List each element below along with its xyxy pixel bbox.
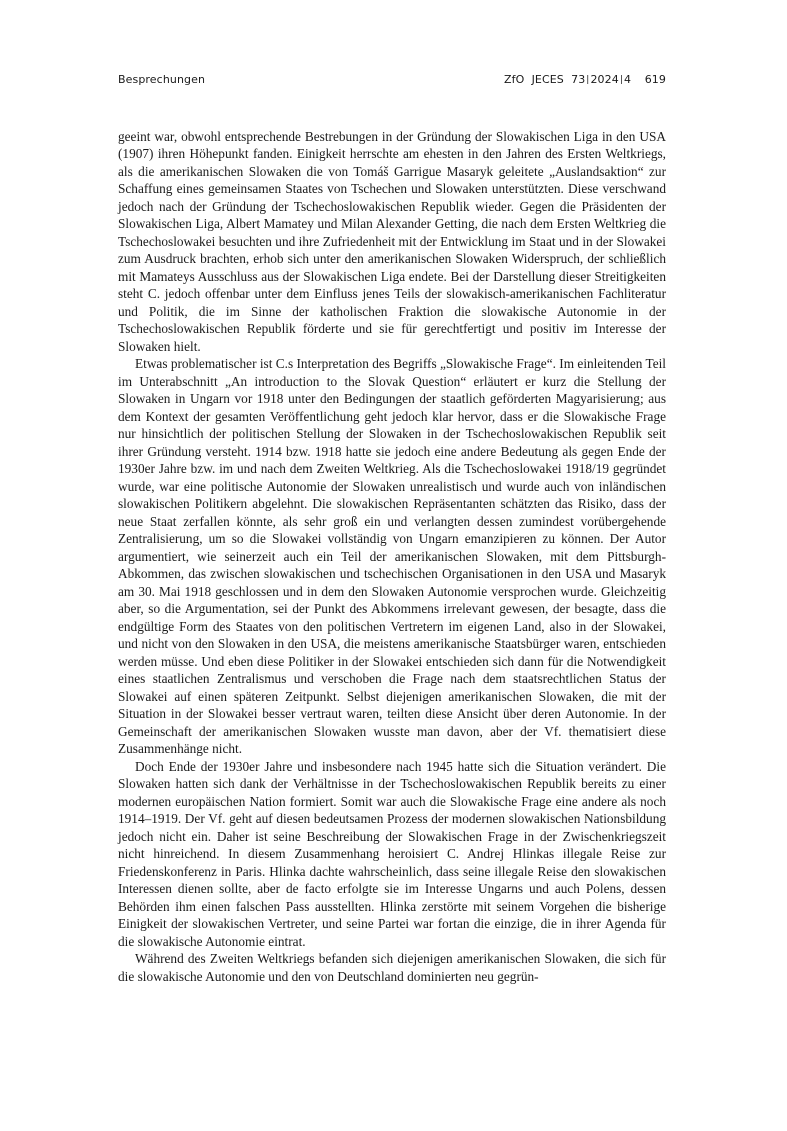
journal-issue: 4 bbox=[623, 73, 632, 86]
running-head bbox=[118, 73, 666, 91]
paragraph-3: Doch Ende der 1930er Jahre und insbesondere nach 1945 hatte sich die Situation verändert. Die Slowaken hatten sich dank der Verhältnisse in der Tschechoslowakischen Republik bereits zu einer modernen europäischen Nation formiert. Somit war auch die Slowakische Frage eine andere als noch 1914–1919. Der Vf. geht auf diesen bedeutsamen Prozess der modernen slowakischen Nationsbildung jedoch nicht ein. Daher ist seine Beschreibung der Slowakischen Frage in der Zwischenkriegszeit nicht hinreichend. In diesem Zusammenhang heroisiert C. Andrej Hlinkas illegale Reise zur Friedenskonferenz in Paris. Hlinka dachte wahrscheinlich, dass seine illegale Reise den slowakischen Interessen dienen sollte, aber de facto erfolgte sie im Interesse Ungarns und auch Polens, dessen Behörden ihm einen falschen Pass ausstellten. Hlinka zerstörte mit seinem Vorgehen die bisherige Einigkeit der slowakischen Vertreter, und seine Partei war fortan die einzige, die in ihrer Agenda für die slowakische Autonomie eintrat. bbox=[118, 758, 666, 949]
paragraph-1: geeint war, obwohl entsprechende Bestrebungen in der Gründung der Slowakischen Liga in den USA (1907) ihren Höhepunkt fanden. Einigkeit herrschte am ehesten in den Jahren des Ersten Weltkriegs, als die amerikanischen Slowaken die von Tomáš Garrigue Masaryk geleitete „Auslandsaktion“ zur Schaffung eines gemeinsamen Staates von Tschechen und Slowaken unterstützten. Diese verschwand jedoch nach der Gründung der Tschechoslowakischen Republik wieder. Gegen die Präsidenten der Slowakischen Liga, Albert Mamatey und Milan Alexander Getting, die nach dem Ersten Weltkrieg die Tschechoslowakei besuchten und ihre Zufriedenheit mit der Entwicklung im Staat und in der Slowakei zum Ausdruck brachten, erhob sich unter den amerikanischen Slowaken Widerspruch, der schließlich mit Mamateys Ausschluss aus der Slowakischen Liga endete. Bei der Darstellung dieser Streitigkeiten steht C. jedoch offenbar unter dem Einfluss jenes Teils der slowakisch-amerikanischen Fachliteratur und Politik, die im Sinne der katholischen Fraktion die slowakische Autonomie in der Tschechoslowakischen Republik förderte und sie für gerechtfertigt und positiv im Interesse der Slowaken hielt. bbox=[118, 128, 666, 354]
journal-code: JECES bbox=[531, 73, 564, 86]
body-text bbox=[118, 128, 666, 986]
separator: | bbox=[586, 75, 590, 85]
section-title: Besprechungen bbox=[118, 73, 206, 86]
journal-volume: 73 bbox=[571, 73, 586, 86]
paragraph-2: Etwas problematischer ist C.s Interpretation des Begriffs „Slowakische Frage“. Im einleitenden Teil im Unterabschnitt „An introduction to the Slovak Question“ erläutert er kurz die Stellung der Slowaken in Ungarn vor 1918 unter den Bedingungen der staatlich geförderten Magyarisierung; aus dem Kontext der gesamten Veröffentlichung geht jedoch klar hervor, dass er die Slowakische Frage nur hinsichtlich der politischen Stellung der Slowaken in der Tschechoslowakischen Republik seit ihrer Gründung versteht. 1914 bzw. 1918 hatte sie jedoch eine andere Bedeutung als gegen Ende der 1930er Jahre bzw. im und nach dem Zweiten Weltkrieg. Als die Tschechoslowakei 1918/19 gegründet wurde, war eine politische Autonomie der Slowaken unrealistisch und wurde auch von inländischen slowakischen Politikern abgelehnt. Die slowakischen Repräsentanten schätzten das Risiko, dass der neue Staat zerfallen könnte, als sehr groß ein und verlangten dessen zumindest vorübergehende Zentralisierung, um so die Slowakei vollständig von Ungarn emanzipieren zu können. Der Autor argumentiert, wie seinerzeit auch ein Teil der amerikanischen Slowaken, mit dem Pittsburgh-Abkommen, das zwischen slowakischen und tschechischen Organisationen in den USA und Masaryk am 30. Mai 1918 geschlossen und in dem den Slowaken Autonomie versprochen wurde. Gleichzeitig aber, so die Argumentation, sei der Punkt des Abkommens irrelevant gewesen, der besagte, dass die endgültige Form des Staates von den politischen Vertretern im eigenen Land, also in der Slowakei, und nicht von den Slowaken in den USA, die meistens amerikanische Staatsbürger waren, entschieden werden müsse. Und eben diese Politiker in der Slowakei entschieden sich dann für die Notwendigkeit eines staatlichen Zentralismus und verschoben die Frage nach dem staatsrechtlichen Status der Slowakei auf einen späteren Zeitpunkt. Selbst diejenigen amerikanischen Slowaken, die mit der Situation in der Slowakei besser vertraut waren, teilten diese Ansicht über deren Autonomie. In der Gemeinschaft der amerikanischen Slowaken wusste man davon, aber der Vf. thematisiert diese Zusammenhänge nicht. bbox=[118, 356, 666, 756]
journal-info bbox=[504, 73, 666, 86]
separator: | bbox=[619, 75, 623, 85]
paragraph-4: Während des Zweiten Weltkriegs befanden sich diejenigen amerikanischen Slowaken, die sich für die slowakische Autonomie und den von Deutschland dominierten neu gegrün- bbox=[118, 951, 666, 984]
journal-year: 2024 bbox=[590, 73, 619, 86]
page-number: 619 bbox=[644, 73, 666, 86]
journal-name: ZfO bbox=[504, 73, 525, 86]
